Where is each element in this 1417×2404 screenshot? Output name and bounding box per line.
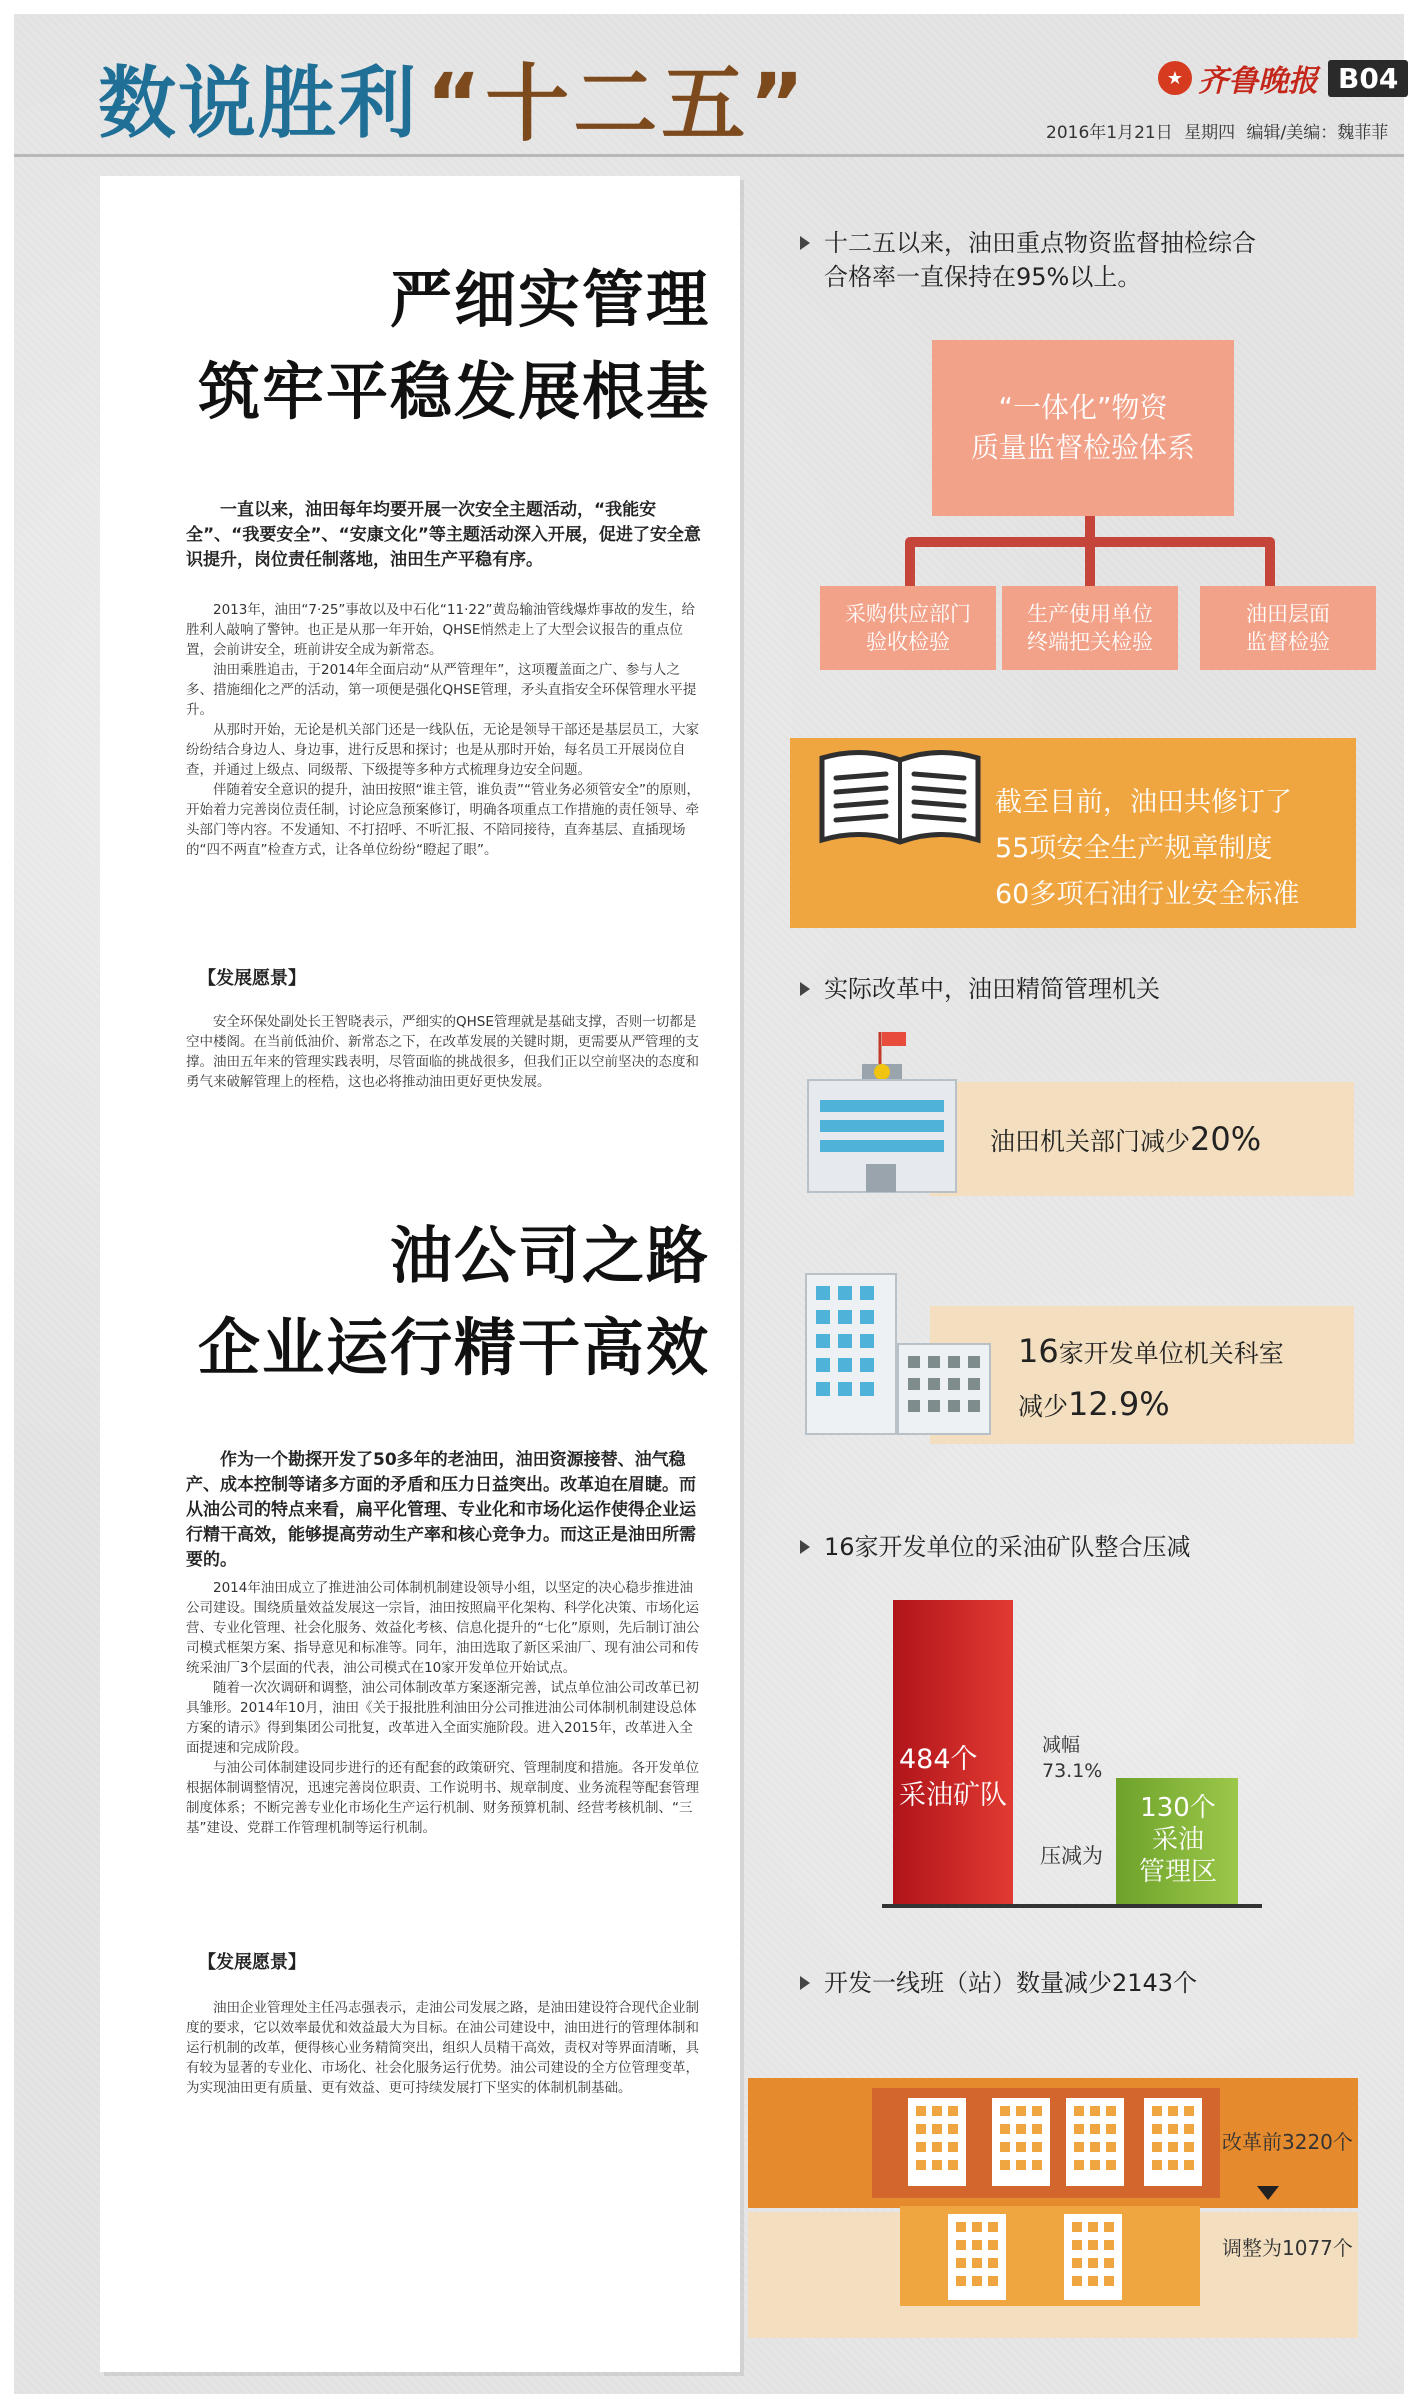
bullet-triangle-icon [800,982,810,996]
stat1-bullet-line1: 十二五以来，油田重点物资监督抽检综合 [824,229,1256,257]
quality-system-line2: 质量监督检验体系 [970,431,1195,464]
down-arrow-icon [1257,2186,1279,2200]
inspection-box-line: 监督检验 [1246,630,1330,654]
article2-vision-heading: 【发展愿景】 [198,1952,306,1973]
dept-reduction-label: 油田机关部门减少 [990,1127,1191,1156]
article2-vision-paragraph: 油田企业管理处主任冯志强表示，走油公司发展之路，是油田建设符合现代企业制度的要求，它以效率最优和效益最大为目标。在油公司建设中，油田进行的管理体制和运行机制的改革，便得核心业务精简突出，组织人员精干高效，责权对等界面清晰，具有较为显著的专业化、市场化、社会化服务运行优势。油公司建设的全方位管理变革，为实现油田更有质量、更有效益、更可持续发展打下坚实的体制机制基础。 [186,2000,699,2096]
after-band-inner [900,2206,1200,2306]
before-count-label: 改革前3220个 [1222,2130,1353,2154]
standard-count-label: 多项石油行业安全标准 [1029,879,1300,910]
after-count-label: 调整为1077个 [1222,2236,1353,2260]
article2-paragraph: 随着一次次调研和调整，油公司体制改革方案逐渐完善，试点单位油公司改革已初具雏形。2014年10月，油田《关于报批胜利油田分公司推进油公司体制机制建设总体方案的请示》得到集团公司批复，改革进入全面实施阶段。进入2015年，改革进入全面提速和完成阶段。 [186,1680,699,1756]
article1-headline [198,254,710,438]
issue-editor: 编辑/美编：魏菲菲 [1246,123,1389,143]
drop-rate-value: 73.1% [1042,1760,1103,1782]
newspaper-name: 齐鲁晚报 [1198,64,1318,99]
management-zones-count: 130个 [1140,1793,1216,1823]
inspection-box-line: 采购供应部门 [845,602,971,626]
open-book-icon [818,744,982,846]
article1-paragraph: 2013年，油田“7·25”事故以及中石化“11·22”黄岛输油管线爆炸事故的发生，给胜利人敲响了警钟。也正是从那一年开始，QHSE悄然走上了大型会议报告的重点位置，会前讲安全，班前讲安全成为新常态。 [186,602,696,658]
section-title-main: 数说胜利 [98,59,419,149]
stat1-bullet-line2: 合格率一直保持在95%以上。 [824,263,1142,291]
stat3-bullet-text: 实际改革中，油田精简管理机关 [824,975,1160,1003]
station-building-icon [990,2096,1052,2188]
stat1-bullet [800,226,1256,294]
management-zones-text [1128,1792,1228,1888]
management-zones-after-bar [1116,1778,1238,1904]
station-building-icon [946,2212,1008,2302]
issue-weekday: 星期四 [1184,123,1236,143]
article1-vision-heading: 【发展愿景】 [198,968,306,989]
bar-baseline [882,1904,1262,1908]
article2-headline-line1: 油公司之路 [389,1219,710,1292]
article1-headline-line2: 筑牢平稳发展根基 [197,355,710,428]
mining-teams-count: 484个 [899,1744,978,1775]
management-zones-label1: 采油 [1151,1825,1204,1855]
inspection-box-production [1002,586,1178,670]
dept-reduction-value: 20% [1190,1120,1262,1158]
drop-rate [1042,1732,1102,1784]
article2-lead: 作为一个勘探开发了50多年的老油田，油田资源接替、油气稳产、成本控制等诸多方面的矛盾和压力日益突出。改革迫在眉睫。而从油公司的特点来看，扁平化管理、专业化和市场化运作使得企业运行精干高效，能够提高劳动生产率和核心竞争力。而这正是油田所需要的。 [186,1450,696,1570]
tree-connector [870,516,1310,586]
article1-paragraph: 伴随着安全意识的提升，油田按照“谁主管，谁负责”“管业务必须管安全”的原则，开始着力完善岗位责任制，讨论应急预案修订，明确各项重点工作措施的责任领导、牵头部门等内容。不发通知、不打招呼、不听汇报、不陪同接待，直奔基层、直插现场的“四不两直”检查方式，让各单位纷纷“瞪起了眼”。 [186,782,700,858]
article1-paragraph: 从那时开始，无论是机关部门还是一线队伍，无论是领导干部还是基层员工，大家纷纷结合身边人、身边事，进行反思和探讨；也是从那时开始，每名员工开展岗位自查，并通过上级点、同级帮、下级提等多种方式梳理身边安全问题。 [186,722,699,778]
newspaper-logo [1158,56,1408,100]
stat4-bullet-text: 16家开发单位的采油矿队整合压减 [824,1533,1191,1561]
bullet-triangle-icon [800,236,810,250]
station-building-icon [1062,2212,1124,2302]
standard-count: 60 [995,879,1030,910]
issue-date: 2016年1月21日 [1046,123,1173,143]
dept-reduction-text [990,1114,1261,1167]
quality-system-line1: “一体化”物资 [998,391,1168,424]
city-buildings-icon [796,1268,996,1438]
article1-headline-line1: 严细实管理 [389,263,710,336]
office-reduction-value: 12.9% [1068,1385,1170,1423]
regulation-count-label: 项安全生产规章制度 [1029,833,1273,864]
station-building-icon [906,2096,968,2188]
unit-count: 16 [1018,1332,1059,1370]
station-building-icon [1142,2096,1204,2188]
inspection-box-oilfield [1200,586,1376,670]
article-column [100,176,740,2372]
station-building-icon [1064,2096,1126,2188]
stat5-bullet [800,1966,1197,2000]
mining-teams-before-text [899,1742,1007,1814]
article1-paragraph: 油田乘胜追击，于2014年全面启动“从严管理年”，这项覆盖面之广、参与人之多、措施细化之严的活动，第一项便是强化QHSE管理，矛头直指安全环保管理水平提升。 [186,662,697,718]
article1-vision [186,1012,706,1092]
article2-vision [186,1998,706,2098]
mining-teams-before-bar [893,1600,1013,1904]
regulation-count: 55 [995,833,1030,864]
inspection-box-procurement [820,586,996,670]
section-title-accent: “十二五” [426,54,809,153]
article2-headline [198,1210,710,1394]
issue-info [1046,118,1388,143]
management-zones-label2: 管理区 [1138,1857,1217,1887]
stat5-bullet-text: 开发一线班（站）数量减少2143个 [824,1969,1198,1997]
article1-vision-paragraph: 安全环保处副处长王智晓表示，严细实的QHSE管理就是基础支撑，否则一切都是空中楼阁。在当前低油价、新常态之下，在改革发展的关键时期，更需要从严管理的支撑。油田五年来的管理实践表明，尽管面临的挑战很多，但我们正以空前坚决的态度和勇气来破解管理上的桎梏，这也必将推动油田更好更快发展。 [186,1014,699,1090]
stat3-bullet [800,972,1160,1006]
article2-headline-line2: 企业运行精干高效 [197,1311,710,1384]
page-number-badge: B04 [1328,60,1408,97]
logo-emblem-icon: ★ [1158,61,1192,95]
drop-rate-label: 减幅 [1042,1734,1081,1756]
article2-paragraph: 与油公司体制建设同步进行的还有配套的政策研究、管理制度和措施。各开发单位根据体制调整情况，迅速完善岗位职责、工作说明书、规章制度、业务流程等配套管理制度体系；不断完善专业化市场化生产运行机制、财务预算机制、经营考核机制、“三基”建设、党群工作管理机制等运行机制。 [186,1760,699,1836]
article1-body [186,600,706,860]
inspection-box-line: 验收检验 [866,630,950,654]
mining-teams-label: 采油矿队 [899,1780,1007,1811]
bullet-triangle-icon [800,1540,810,1554]
stat4-bullet [800,1530,1191,1564]
office-reduction-label2: 减少 [1018,1392,1069,1421]
regulation-stat-line1: 截至目前，油田共修订了 [995,787,1292,818]
article2-body [186,1578,706,1838]
bullet-triangle-icon [800,1976,810,1990]
quality-system-box [932,340,1234,516]
office-reduction-text [1018,1326,1284,1432]
article2-paragraph: 2014年油田成立了推进油公司体制机制建设领导小组，以坚定的决心稳步推进油公司建设。围绕质量效益发展这一宗旨，油田按照扁平化架构、科学化决策、市场化运营、专业化管理、社会化服务、效益化考核、信息化提升的“七化”原则，先后制订油公司模式框架方案、指导意见和标准等。同年，油田选取了新区采油厂、现有油公司和传统采油厂3个层面的代表，油公司模式在10家开发单位开始试点。 [186,1580,700,1676]
article1-lead: 一直以来，油田每年均要开展一次安全主题活动，“我能安全”、“我要安全”、“安康文化”等主题活动深入开展，促进了安全意识提升，岗位责任制落地，油田生产平稳有序。 [186,500,701,570]
inspection-box-line: 油田层面 [1246,602,1330,626]
section-title [98,42,808,152]
office-reduction-label: 家开发单位机关科室 [1058,1339,1284,1368]
office-building-icon [796,1024,966,1204]
inspection-box-line: 生产使用单位 [1027,602,1153,626]
reduced-to-label: 压减为 [1040,1844,1103,1868]
header-divider [14,154,1404,157]
regulation-stat-text [995,780,1299,918]
inspection-box-line: 终端把关检验 [1027,630,1153,654]
